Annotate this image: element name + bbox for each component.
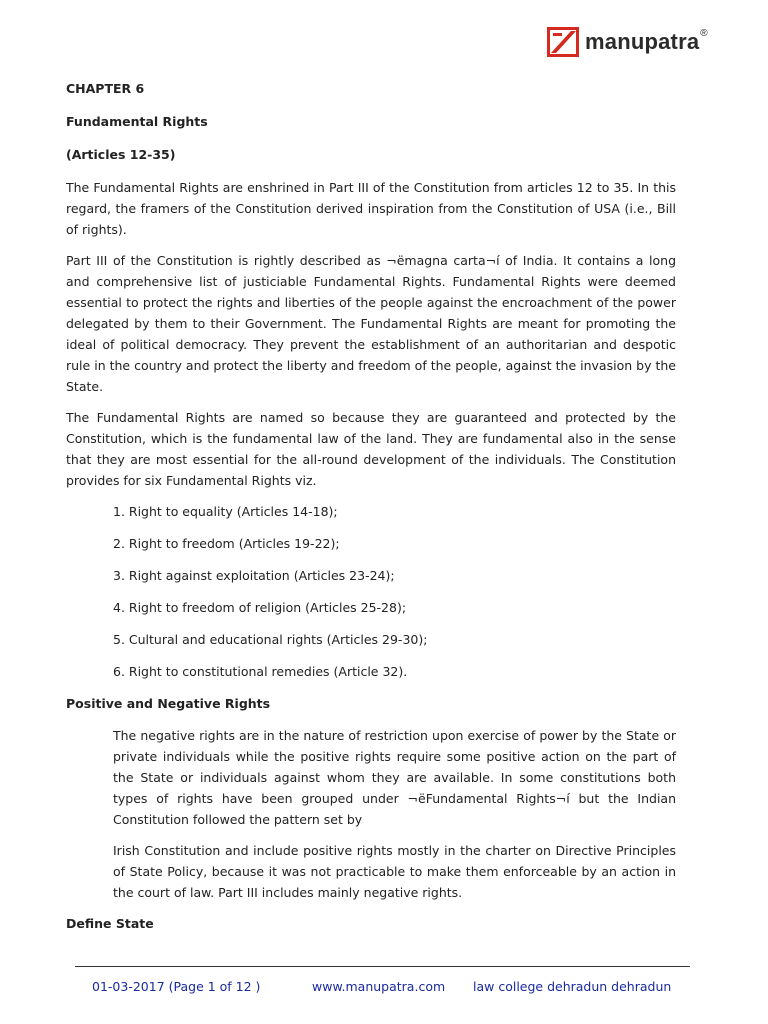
footer-divider <box>75 966 690 967</box>
list-item: 3. Right against exploitation (Articles 23-24); <box>113 568 395 583</box>
paragraph-negative-rights: The negative rights are in the nature of restriction upon exercise of power by the State or private individuals while the positive rights require some positive action on the part of the State or individuals against whom they are available. In some constitutions both types of rights have been grouped under ¬ëFundamental Rights¬í but the Indian Constitution followed the pattern set by <box>113 728 676 827</box>
list-item: 2. Right to freedom (Articles 19-22); <box>113 536 340 551</box>
list-item: 6. Right to constitutional remedies (Article 32). <box>113 664 408 679</box>
footer-website-link[interactable]: www.manupatra.com <box>312 979 446 994</box>
articles-range: (Articles 12-35) <box>66 147 176 162</box>
list-item: 1. Right to equality (Articles 14-18); <box>113 504 338 519</box>
list-item: 4. Right to freedom of religion (Articles 25-28); <box>113 600 407 615</box>
paragraph-intro: The Fundamental Rights are enshrined in Part III of the Constitution from articles 12 to 35. In this regard, the framers of the Constitution derived inspiration from the Constitution of USA (i.e., Bill of rights). <box>66 180 676 237</box>
paragraph-magna-carta: Part III of the Constitution is rightly described as ¬ëmagna carta¬í of India. It contains a long and comprehensive list of justiciable Fundamental Rights. Fundamental Rights were deemed essential to protect the rights and liberties of the people against the encroachment of the power delegated by them to their Government. The Fundamental Rights are meant for promoting the ideal of political democracy. They prevent the establishment of an authoritarian and despotic rule in the country and protect the liberty and freedom of the people, against the invasion by the State. <box>66 253 676 394</box>
footer-institution: law college dehradun dehradun <box>473 979 672 994</box>
footer-date-page: 01-03-2017 (Page 1 of 12 ) <box>92 979 261 994</box>
document-body <box>66 78 676 934</box>
chapter-label: CHAPTER 6 <box>66 81 145 96</box>
registered-mark: ® <box>700 27 708 39</box>
section-heading-define-state: Define State <box>66 916 154 931</box>
list-item: 5. Cultural and educational rights (Articles 29-30); <box>113 632 428 647</box>
paragraph-irish-constitution: Irish Constitution and include positive rights mostly in the charter on Directive Principles of State Policy, because it was not practicable to make them enforceable by an action in the court of law. Part III includes mainly negative rights. <box>113 843 676 900</box>
manupatra-logo <box>547 25 708 59</box>
brand-name: manupatra <box>585 29 700 54</box>
rights-list <box>66 501 676 682</box>
section-heading-positive-negative: Positive and Negative Rights <box>66 696 271 711</box>
paragraph-named-so: The Fundamental Rights are named so because they are guaranteed and protected by the Constitution, which is the fundamental law of the land. They are fundamental also in the sense that they are most essential for the all-round development of the individuals. The Constitution provides for six Fundamental Rights viz. <box>66 410 676 488</box>
manupatra-logo-icon <box>547 27 579 57</box>
document-title: Fundamental Rights <box>66 114 208 129</box>
